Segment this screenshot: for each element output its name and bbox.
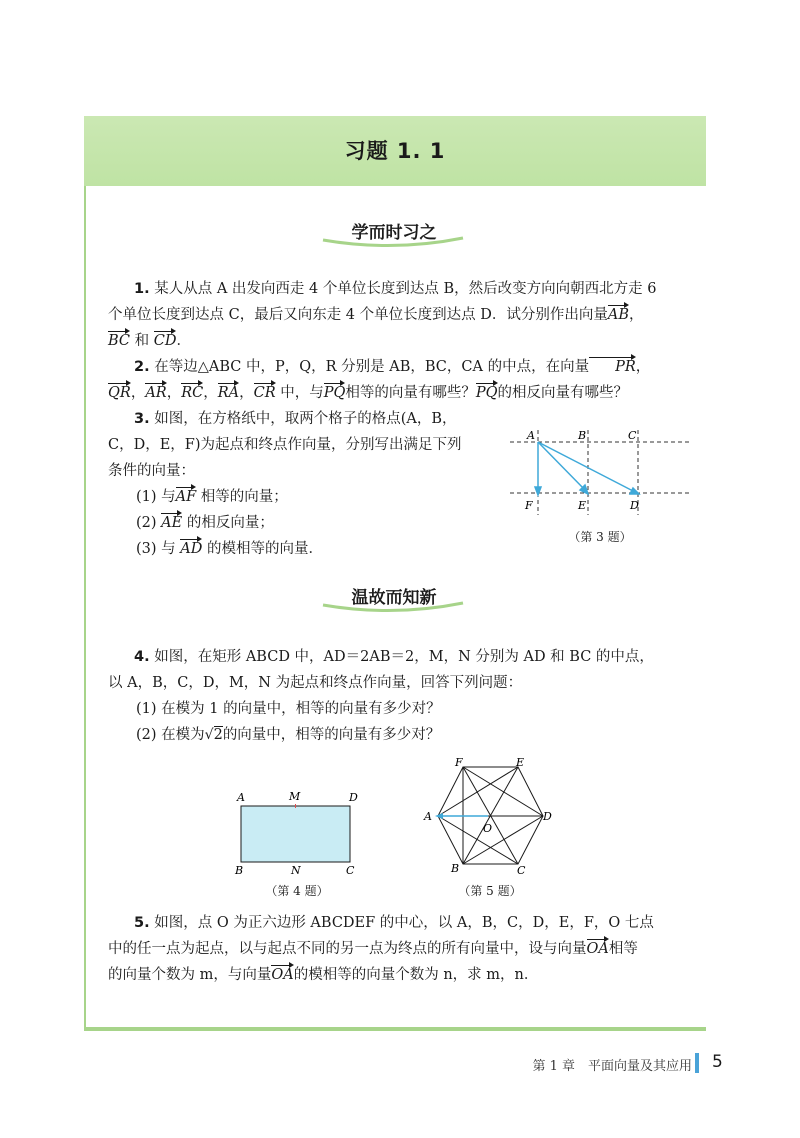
- vector-ar: AR: [145, 385, 167, 401]
- figure-5-hexagon: [415, 758, 575, 883]
- vector-pq: PQ: [323, 385, 346, 401]
- figure-3-caption: （第 3 题）: [568, 530, 632, 544]
- vector-ae: AE: [161, 515, 183, 531]
- fig3-label-b: B: [578, 429, 587, 442]
- q3-s3-pre: (3) 与: [136, 541, 181, 557]
- q5-line3-pre: 的向量个数为 m，与向量: [108, 967, 272, 983]
- q3-s1-post: 相等的向量；: [196, 489, 288, 505]
- q3-line1: 如图，在方格纸中，取两个格子的格点(A，B，: [154, 411, 457, 427]
- vector-pq-2: PQ: [475, 385, 498, 401]
- q1-sep: ，: [629, 307, 644, 323]
- fig3-label-d: D: [630, 499, 639, 512]
- fig4-label-d: D: [349, 791, 358, 804]
- q4-line1: 如图，在矩形 ABCD 中，AD＝2AB＝2，M，N 分别为 AD 和 BC 的中点，: [154, 649, 654, 665]
- figure-3-grid: [505, 425, 695, 520]
- question-3: [108, 406, 508, 562]
- vector-cd: CD: [153, 333, 177, 349]
- q2-text-d: 的相反向量有哪些？: [497, 385, 629, 401]
- fig3-label-a: A: [527, 429, 535, 442]
- q1-number: 1.: [134, 281, 150, 297]
- q4-s2-pre: (2) 在模为: [136, 727, 205, 743]
- vector-af: AF: [175, 489, 197, 505]
- q4-s1: (1) 在模为 1 的向量中，相等的向量有多少对？: [136, 701, 441, 717]
- q2-text-c: 相等的向量有哪些？: [345, 385, 476, 401]
- q5-line3-post: 的模相等的向量个数为 n，求 m，n．: [293, 967, 539, 983]
- vector-qr: QR: [108, 385, 131, 401]
- vector-bc: BC: [108, 333, 131, 349]
- page-title: 习题 1. 1: [344, 139, 446, 163]
- q2-number: 2.: [134, 359, 150, 375]
- fig3-label-c: C: [628, 429, 637, 442]
- question-2: 2. 在等边△ABC 中，P，Q，R 分别是 AB，BC，CA 的中点，在向量 PR， QR，AR，RC，RA，CR 中，与PQ相等的向量有哪些？PQ的相反向量有哪些？: [108, 359, 651, 401]
- figure-5-caption: （第 5 题）: [458, 884, 522, 898]
- figure-4-rectangle: [228, 785, 368, 880]
- fig3-label-f: F: [525, 499, 533, 512]
- q5-line1: 如图，点 O 为正六边形 ABCDEF 的中心，以 A，B，C，D，E，F，O 七点: [154, 915, 654, 931]
- page-number: 5: [712, 1052, 723, 1072]
- fig5-label-e: E: [516, 758, 525, 769]
- chapter-footer: 第 1 章 平面向量及其应用: [532, 1059, 692, 1074]
- q1-text-a: 某人从点 A 出发向西走 4 个单位长度到达点 B，然后改变方向向朝西北方走 6: [154, 281, 657, 297]
- fig5-label-b: B: [451, 862, 460, 875]
- question-5: [108, 910, 698, 988]
- q1-and: 和: [130, 333, 154, 349]
- fig4-label-a: A: [237, 791, 245, 804]
- q3-line2: C，D，E，F)为起点和终点作向量，分别写出满足下列: [108, 437, 462, 453]
- q5-number: 5.: [134, 915, 150, 931]
- q4-line2: 以 A，B，C，D，M，N 为起点和终点作向量，回答下列问题：: [108, 675, 523, 691]
- fig4-label-m: M: [289, 790, 301, 803]
- footer-accent-bar: [695, 1053, 699, 1073]
- vector-oa: OA: [586, 941, 609, 957]
- bottom-rule: [84, 1027, 706, 1031]
- q3-s1-pre: (1) 与: [136, 489, 176, 505]
- vector-ab: AB: [607, 307, 630, 323]
- q3-s3-post: 的模相等的向量．: [202, 541, 323, 557]
- question-1: [108, 276, 698, 354]
- q1-end: ．: [176, 333, 191, 349]
- section-heading-1: 学而时习之: [351, 223, 437, 243]
- vector-pr: PR: [589, 357, 636, 375]
- frame-left-rule: [84, 116, 86, 1030]
- q3-s2-pre: (2): [136, 515, 162, 531]
- q4-s2-post: 的向量中，相等的向量有多少对？: [222, 727, 441, 743]
- q3-line3: 条件的向量：: [108, 463, 195, 479]
- q5-line2-post: 相等: [608, 941, 638, 957]
- vector-ad: AD: [180, 541, 203, 557]
- q2-comma: ，: [635, 359, 651, 375]
- question-4: 4. 如图，在矩形 ABCD 中，AD＝2AB＝2，M，N 分别为 AD 和 BC 的中点， 以 A，B，C，D，M，N 为起点和终点作向量，回答下列问题： (1) 在模为 1 的向量中，相等的向量有多少对？ (2) 在模为√2的向量中，相等的向量有多少对？: [108, 644, 698, 748]
- figure-4-caption: （第 4 题）: [265, 884, 329, 898]
- fig5-label-d: D: [543, 810, 552, 823]
- q1-text-b: 个单位长度到达点 C，最后又向东走 4 个单位长度到达点 D．试分别作出向量: [108, 307, 608, 323]
- vector-rc: RC: [181, 385, 204, 401]
- fig5-label-f: F: [455, 758, 463, 769]
- vector-oa-2: OA: [271, 967, 294, 983]
- fig5-label-a: A: [424, 810, 432, 823]
- q2-text-a: 在等边△ABC 中，P，Q，R 分别是 AB，BC，CA 的中点，在向量: [154, 359, 590, 375]
- vector-ra: RA: [217, 385, 240, 401]
- q2-text-b: 中，与: [280, 385, 324, 401]
- fig4-label-n: N: [291, 864, 301, 877]
- q4-s2-radicand: 2: [213, 727, 223, 743]
- q4-number: 4.: [134, 649, 150, 665]
- fig5-label-o: O: [483, 822, 493, 835]
- q5-line2-pre: 中的任一点为起点，以与起点不同的另一点为终点的所有向量中，设与向量: [108, 941, 587, 957]
- fig4-label-b: B: [235, 864, 244, 877]
- q3-number: 3.: [134, 411, 150, 427]
- fig5-label-c: C: [517, 864, 526, 877]
- section-heading-2: 温故而知新: [351, 588, 437, 608]
- fig3-label-e: E: [578, 499, 587, 512]
- vector-cr: CR: [253, 385, 276, 401]
- q3-s2-post: 的相反向量；: [182, 515, 274, 531]
- fig4-label-c: C: [346, 864, 355, 877]
